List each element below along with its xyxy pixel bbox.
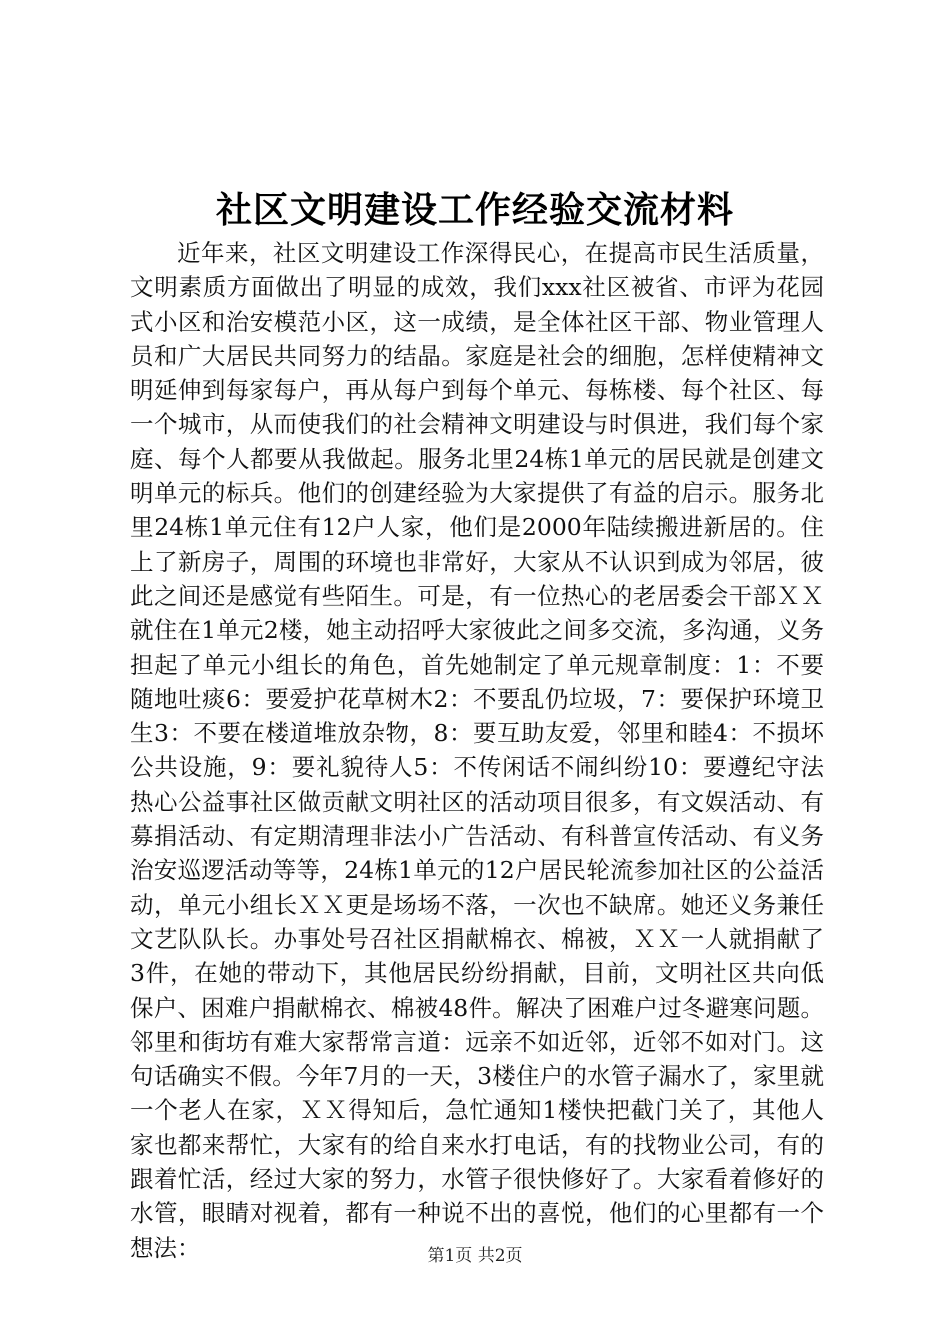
document-body-paragraph: 近年来，社区文明建设工作深得民心，在提高市民生活质量，文明素质方面做出了明显的成效，我们xxx社区被省、市评为花园式小区和治安模范小区，这一成绩，是全体社区干部、物业管理人员和广大居民共同努力的结晶。家庭是社会的细胞，怎样使精神文明延伸到每家每户，再从每户到每个单元、每栋楼、每个社区、每一个城市，从而使我们的社会精神文明建设与时俱进，我们每个家庭、每个人都要从我做起。服务北里24栋1单元的居民就是创建文明单元的标兵。他们的创建经验为大家提供了有益的启示。服务北里24栋1单元住有12户人家，他们是2000年陆续搬进新居的。住上了新房子，周围的环境也非常好，大家从不认识到成为邻居，彼此之间还是感觉有些陌生。可是，有一位热心的老居委会干部ＸＸ就住在1单元2楼，她主动招呼大家彼此之间多交流，多沟通，义务担起了单元小组长的角色，首先她制定了单元规章制度：1：不要随地吐痰6：要爱护花草树木2：不要乱仍垃圾，7：要保护环境卫生3：不要在楼道堆放杂物，8：要互助友爱，邻里和睦4：不损坏公共设施，9：要礼貌待人5：不传闲话不闹纠纷10：要遵纪守法热心公益事社区做贡献文明社区的活动项目很多，有文娱活动、有募捐活动、有定期清理非法小广告活动、有科普宣传活动、有义务治安巡逻活动等等，24栋1单元的12户居民轮流参加社区的公益活动，单元小组长ＸＸ更是场场不落，一次也不缺席。她还义务兼任文艺队队长。办事处号召社区捐献棉衣、棉被，ＸＸ一人就捐献了3件，在她的带动下，其他居民纷纷捐献，目前，文明社区共向低保户、困难户捐献棉衣、棉被48件。解决了困难户过冬避寒问题。邻里和街坊有难大家帮常言道：远亲不如近邻，近邻不如对门。这句话确实不假。今年7月的一天，3楼住户的水管子漏水了，家里就一个老人在家，ＸＸ得知后，急忙通知1楼快把截门关了，其他人家也都来帮忙，大家有的给自来水打电话，有的找物业公司，有的跟着忙活，经过大家的努力，水管子很快修好了。大家看着修好的水管，眼睛对视着，都有一种说不出的喜悦，他们的心里都有一个想法： (130, 239, 824, 1262)
page-number-footer: 第1页 共2页 (427, 1246, 523, 1266)
document-title: 社区文明建设工作经验交流材料 (215, 189, 734, 231)
